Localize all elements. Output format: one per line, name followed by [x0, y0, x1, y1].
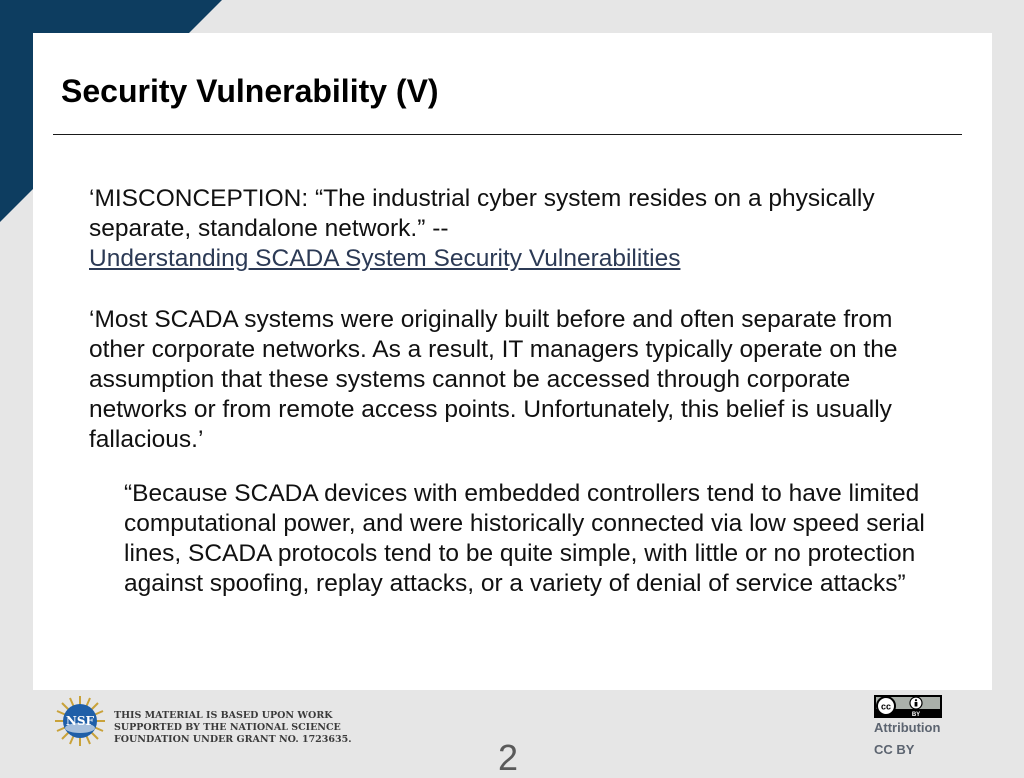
- by-label: BY: [911, 712, 921, 718]
- nsf-logo: [54, 695, 106, 747]
- license-name: Attribution: [874, 720, 941, 735]
- grant-line: SUPPORTED BY THE NATIONAL SCIENCE: [114, 722, 341, 733]
- cc-license-badge: [874, 695, 942, 718]
- slide-content: [33, 33, 992, 690]
- cc-icon-text: cc: [880, 701, 892, 712]
- source-link[interactable]: Understanding SCADA System Security Vulnerabilities: [89, 245, 681, 272]
- quote-paragraph: “Because SCADA devices with embedded controllers tend to have limited computational power, and were historically connected via low speed serial lines, SCADA protocols tend to be quite simple, with little or no protection against spoofing, replay attacks, or a variety of denial of service attacks”: [124, 480, 925, 597]
- misconception-paragraph: [89, 184, 949, 274]
- slide-title: Security Vulnerability (V): [61, 73, 439, 109]
- title-divider: [53, 134, 962, 135]
- grant-statement: [114, 710, 352, 746]
- page-number: 2: [498, 737, 519, 778]
- grant-line: THIS MATERIAL IS BASED UPON WORK: [114, 710, 333, 721]
- explanation-paragraph: ‘Most SCADA systems were originally built before and often separate from other corporate networks. As a result, IT managers typically operate on the assumption that these systems cannot be accessed through corporate networks or from remote access points. Unfortunately, this belief is usually fallacious.’: [89, 306, 898, 453]
- grant-line: FOUNDATION UNDER GRANT NO. 1723635.: [114, 734, 352, 745]
- nsf-logo-text: NSF: [65, 714, 95, 728]
- misconception-text: ‘MISCONCEPTION: “The industrial cyber system resides on a physically separate, standalone network.” --: [89, 185, 875, 242]
- license-code: CC BY: [874, 742, 915, 757]
